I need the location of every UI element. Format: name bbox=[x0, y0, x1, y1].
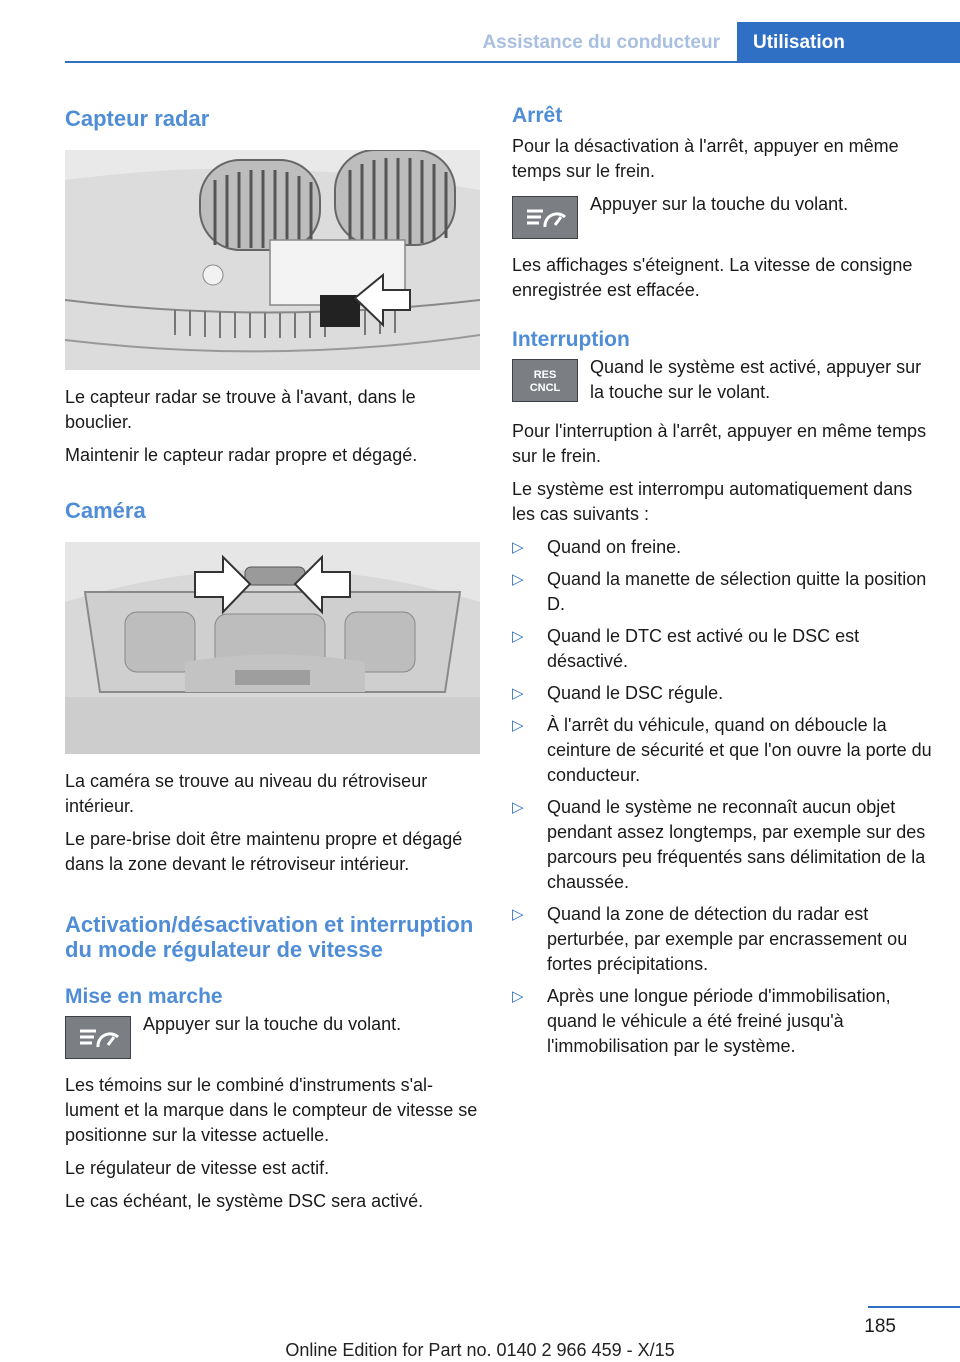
switch-on-key-text: Appuyer sur la touche du volant. bbox=[143, 1014, 402, 1034]
list-item bbox=[512, 624, 932, 674]
interruption-heading: Interruption bbox=[512, 328, 630, 351]
interruption-bullet-list bbox=[512, 535, 932, 1059]
cncl-label: CNCL bbox=[529, 382, 561, 394]
list-item-text: Quand on freine. bbox=[547, 537, 682, 557]
interruption-key-text: Quand le système est activé, appuyer sur la touche sur le volant. bbox=[590, 357, 922, 402]
interruption-text-2: Le système est interrompu automatiquement dans les cas suivants : bbox=[512, 479, 913, 524]
switch-on-text-1: Les témoins sur le combiné d'instruments s'allument et la marque dans le compteur de vitesse se positionne sur la vitesse actuelle. bbox=[65, 1075, 478, 1145]
camera-text-2: Le pare-brise doit être maintenu propre et dégagé dans la zone devant le rétroviseur intérieur. bbox=[65, 829, 463, 874]
radar-sensor-illustration bbox=[65, 150, 480, 370]
list-item bbox=[512, 984, 932, 1059]
camera-heading: Caméra bbox=[65, 498, 146, 523]
activation-heading: Activation/désactivation et interruption du mode régulateur de vitesse bbox=[65, 912, 474, 962]
footer-rule bbox=[868, 1306, 960, 1308]
online-edition-footer: Online Edition for Part no. 0140 2 966 459 - X/15 bbox=[285, 1340, 675, 1360]
list-item-text: Quand le système ne reconnaît aucun objet pendant assez longtemps, par exemple sur des parcours peu fréquentés sans délimitation de la chaussée. bbox=[547, 797, 926, 892]
list-item-text: Quand la zone de détection du radar est perturbée, par exemple par encrassement ou fortes précipitations. bbox=[547, 904, 908, 974]
radar-text-2: Maintenir le capteur radar propre et dégagé. bbox=[65, 445, 418, 465]
triangle-bullet-icon: ▷ bbox=[512, 799, 524, 816]
switch-on-heading: Mise en marche bbox=[65, 985, 223, 1008]
list-item-text: Quand le DSC régule. bbox=[547, 683, 724, 703]
radar-heading: Capteur radar bbox=[65, 106, 210, 131]
list-item bbox=[512, 535, 932, 560]
camera-text-1: La caméra se trouve au niveau du rétroviseur intérieur. bbox=[65, 771, 428, 816]
list-item-text: Après une longue période d'immobilisation, quand le véhicule a été freiné jusqu'à l'immobilisation par le système. bbox=[547, 986, 891, 1056]
camera-illustration bbox=[65, 542, 480, 754]
cruise-control-button-icon bbox=[512, 196, 578, 239]
cruise-control-button-icon bbox=[65, 1016, 131, 1059]
switch-on-key-row bbox=[65, 1012, 480, 1059]
list-item-text: À l'arrêt du véhicule, quand on déboucle la ceinture de sécurité et que l'on ouvre la porte du conducteur. bbox=[547, 715, 932, 785]
header-rule bbox=[65, 61, 960, 63]
right-column bbox=[512, 100, 932, 1059]
triangle-bullet-icon: ▷ bbox=[512, 571, 524, 588]
triangle-bullet-icon: ▷ bbox=[512, 717, 524, 734]
list-item bbox=[512, 795, 932, 895]
list-item bbox=[512, 713, 932, 788]
switch-on-text-2: Le régulateur de vitesse est actif. bbox=[65, 1158, 330, 1178]
list-item-text: Quand le DTC est activé ou le DSC est désactivé. bbox=[547, 626, 860, 671]
list-item bbox=[512, 681, 932, 706]
list-item-text: Quand la manette de sélection quitte la position D. bbox=[547, 569, 927, 614]
list-item bbox=[512, 567, 932, 617]
radar-text-1: Le capteur radar se trouve à l'avant, dans le bouclier. bbox=[65, 387, 416, 432]
stop-text-1: Pour la désactivation à l'arrêt, appuyer en même temps sur le frein. bbox=[512, 136, 899, 181]
interruption-text-1: Pour l'interruption à l'arrêt, appuyer en même temps sur le frein. bbox=[512, 421, 927, 466]
switch-on-text-3: Le cas échéant, le système DSC sera activé. bbox=[65, 1191, 424, 1211]
res-label: RES bbox=[533, 369, 557, 381]
stop-heading: Arrêt bbox=[512, 104, 563, 127]
stop-key-text: Appuyer sur la touche du volant. bbox=[590, 194, 849, 214]
triangle-bullet-icon: ▷ bbox=[512, 628, 524, 645]
header-section-title: Assistance du conducteur bbox=[482, 32, 720, 53]
res-cncl-button-icon bbox=[512, 359, 578, 402]
left-column bbox=[65, 100, 480, 1214]
page-number: 185 bbox=[864, 1316, 896, 1337]
triangle-bullet-icon: ▷ bbox=[512, 539, 524, 556]
stop-text-2: Les affichages s'éteignent. La vitesse de consigne enregistrée est effacée. bbox=[512, 255, 913, 300]
interruption-key-row bbox=[512, 355, 932, 405]
triangle-bullet-icon: ▷ bbox=[512, 906, 524, 923]
triangle-bullet-icon: ▷ bbox=[512, 988, 524, 1005]
stop-key-row bbox=[512, 192, 932, 239]
triangle-bullet-icon: ▷ bbox=[512, 685, 524, 702]
header-chapter-tab: Utilisation bbox=[737, 22, 960, 62]
list-item bbox=[512, 902, 932, 977]
